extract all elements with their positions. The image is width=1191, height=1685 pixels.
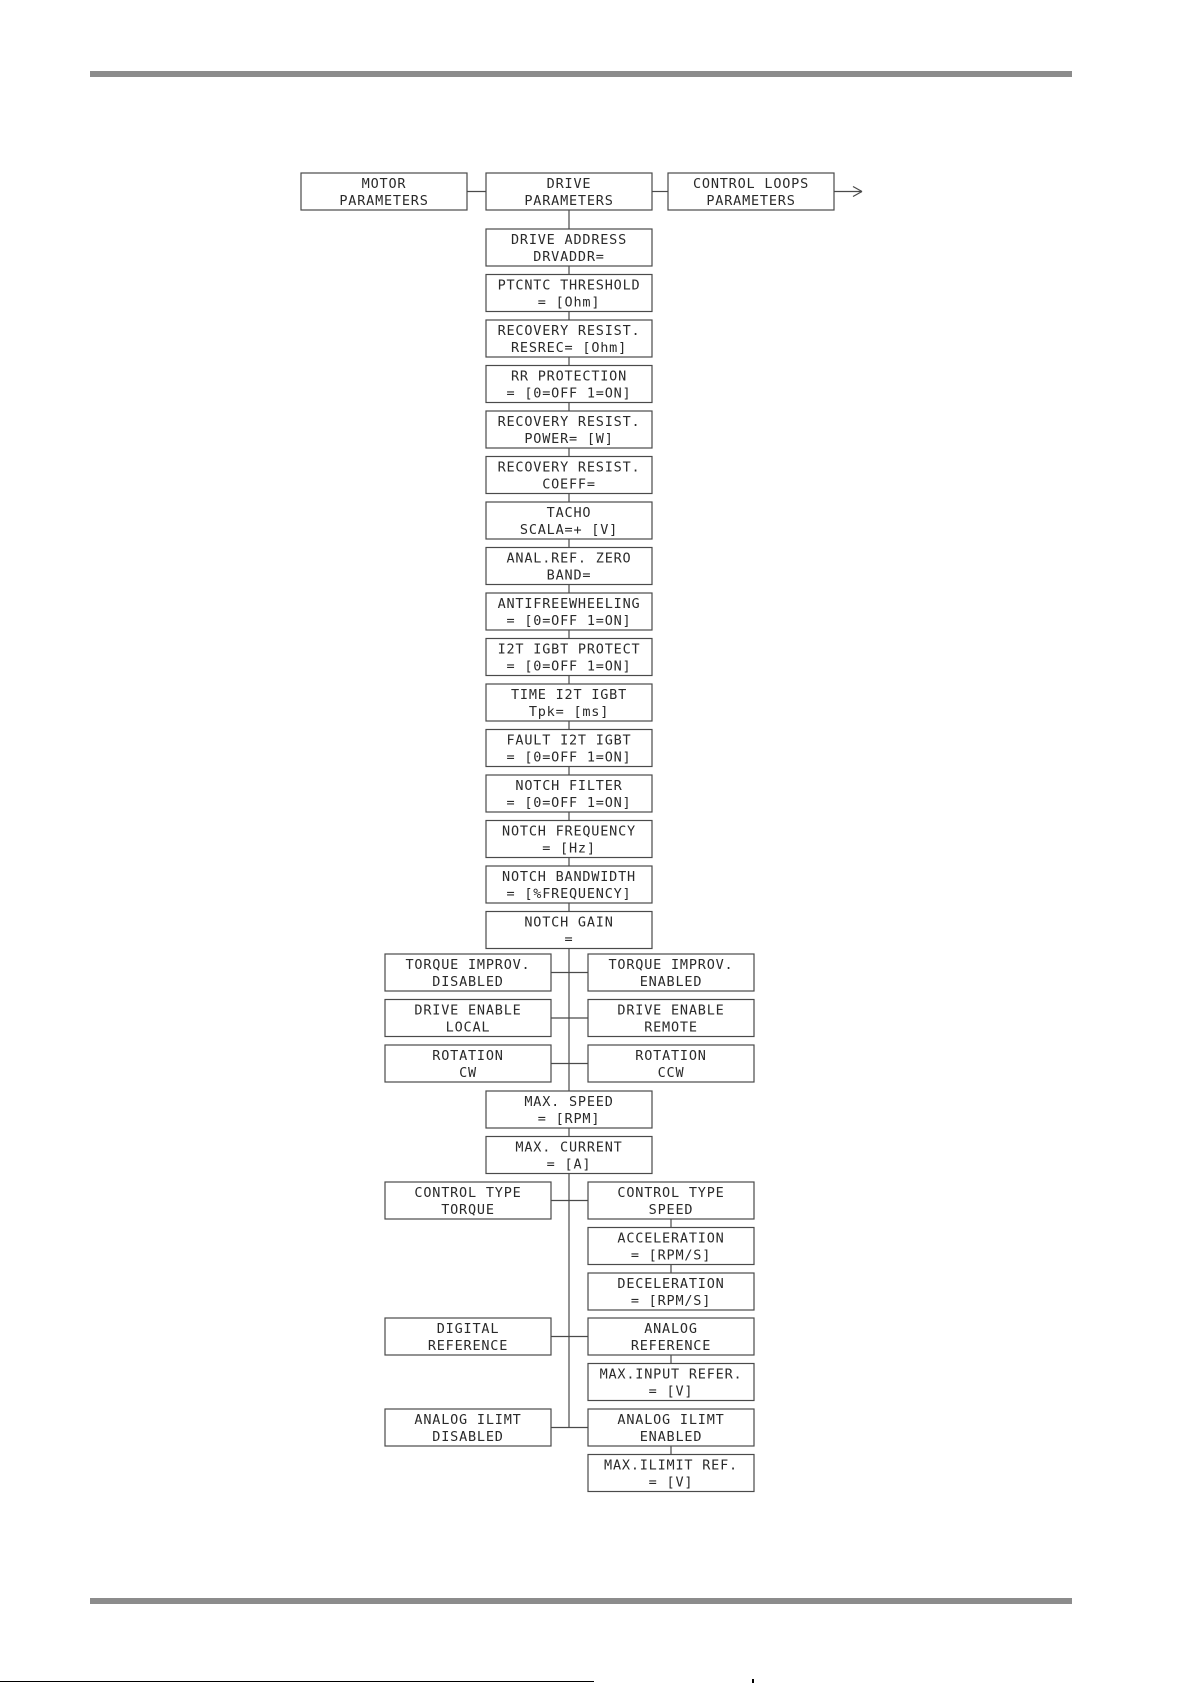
drive-enable-local-box bbox=[385, 1000, 551, 1037]
box-label-line-2: = [RPM/S] bbox=[630, 1293, 712, 1309]
max-current-box bbox=[486, 1137, 652, 1174]
box-label-line-1: RECOVERY RESIST. bbox=[497, 323, 641, 339]
box-label-line-1: TACHO bbox=[546, 505, 592, 521]
box-label-line-2: = [A] bbox=[546, 1156, 592, 1173]
deceleration-box bbox=[588, 1273, 754, 1310]
box-label-line-1: PTCNTC THRESHOLD bbox=[497, 277, 641, 294]
rotation-cw-box bbox=[385, 1045, 551, 1082]
notch-filter-box bbox=[486, 775, 652, 812]
box-label-line-2: REMOTE bbox=[644, 1019, 698, 1036]
box-label-line-2: = [Hz] bbox=[542, 840, 596, 857]
notch-frequency-box bbox=[486, 821, 652, 858]
box-label-line-1: MAX. SPEED bbox=[524, 1094, 614, 1110]
rotation-ccw-box bbox=[588, 1045, 754, 1082]
box-label-line-1: DRIVE ENABLE bbox=[617, 1002, 725, 1019]
analog-ilimt-enabled-box bbox=[588, 1409, 754, 1446]
box-label-line-1: MAX. CURRENT bbox=[515, 1139, 623, 1156]
box-label-line-2: = [%FREQUENCY] bbox=[506, 886, 632, 902]
box-label-line-1: DRIVE ADDRESS bbox=[510, 232, 628, 248]
box-label-line-1: FAULT I2T IGBT bbox=[506, 732, 632, 749]
box-label-line-1: ANAL.REF. ZERO bbox=[506, 550, 632, 567]
box-label-line-2: = [0=OFF 1=ON] bbox=[506, 385, 632, 402]
box-label-line-2: LOCAL bbox=[445, 1019, 491, 1036]
box-label-line-2: CCW bbox=[657, 1065, 685, 1081]
box-label-line-1: TORQUE IMPROV. bbox=[608, 957, 734, 973]
box-label-line-2: = [0=OFF 1=ON] bbox=[506, 749, 632, 766]
box-label-line-1: ANTIFREEWHEELING bbox=[497, 596, 641, 612]
motor-parameters-box bbox=[301, 173, 467, 210]
notch-bandwidth-box bbox=[486, 866, 652, 903]
box-label-line-2: BAND= bbox=[546, 567, 592, 584]
arrow-head bbox=[853, 187, 862, 192]
acceleration-box bbox=[588, 1228, 754, 1265]
box-label-line-1: RECOVERY RESIST. bbox=[497, 414, 641, 430]
box-label-line-1: DIGITAL bbox=[436, 1321, 500, 1337]
box-label-line-1: MAX.ILIMIT REF. bbox=[604, 1457, 738, 1474]
box-label-line-2: RESREC= [Ohm] bbox=[510, 340, 628, 356]
box-label-line-1: CONTROL TYPE bbox=[617, 1185, 725, 1201]
time-i2t-igbt-box bbox=[486, 684, 652, 721]
digital-reference-box bbox=[385, 1318, 551, 1355]
max-input-refer-box bbox=[588, 1364, 754, 1401]
analog-reference-box bbox=[588, 1318, 754, 1355]
box-label-line-1: ANALOG ILIMT bbox=[617, 1412, 725, 1428]
box-label-line-2: DISABLED bbox=[432, 974, 504, 990]
fault-i2t-igbt-box bbox=[486, 730, 652, 767]
box-label-line-1: DRIVE ENABLE bbox=[414, 1002, 522, 1019]
box-label-line-1: MOTOR bbox=[361, 176, 407, 192]
control-loops-parameters-box bbox=[668, 173, 834, 210]
recovery-resist-box bbox=[486, 320, 652, 357]
box-label-line-2: Tpk= [ms] bbox=[528, 704, 610, 720]
box-label-line-1: I2T IGBT PROTECT bbox=[497, 641, 641, 658]
box-label-line-1: DRIVE bbox=[546, 176, 592, 192]
box-label-line-1: CONTROL LOOPS bbox=[692, 176, 810, 192]
torque-improv-disabled-box bbox=[385, 954, 551, 991]
box-label-line-2: SCALA=+ [V] bbox=[519, 522, 619, 538]
box-label-line-2: PARAMETERS bbox=[339, 193, 429, 209]
box-label-line-2: = [0=OFF 1=ON] bbox=[506, 613, 632, 629]
box-label-line-2: = [V] bbox=[648, 1383, 694, 1400]
box-label-line-1: NOTCH FREQUENCY bbox=[502, 823, 636, 840]
box-label-line-2: = [RPM] bbox=[537, 1111, 601, 1127]
box-label-line-1: ANALOG ILIMT bbox=[414, 1412, 522, 1428]
box-label-line-1: NOTCH FILTER bbox=[515, 778, 623, 794]
box-label-line-2: SPEED bbox=[648, 1202, 694, 1218]
box-label-line-2: = bbox=[564, 931, 574, 948]
box-label-line-2: DISABLED bbox=[432, 1429, 504, 1445]
box-label-line-1: TORQUE IMPROV. bbox=[405, 957, 531, 973]
box-label-line-1: NOTCH BANDWIDTH bbox=[502, 869, 636, 885]
box-label-line-1: DECELERATION bbox=[617, 1276, 725, 1292]
box-label-line-2: CW bbox=[459, 1065, 477, 1081]
recovery-resist-power-box bbox=[486, 411, 652, 448]
max-ilimit-ref-box bbox=[588, 1455, 754, 1492]
box-label-line-2: COEFF= bbox=[542, 476, 596, 493]
drive-enable-remote-box bbox=[588, 1000, 754, 1037]
box-label-line-1: MAX.INPUT REFER. bbox=[599, 1366, 743, 1383]
box-label-line-2: POWER= [W] bbox=[524, 431, 614, 447]
control-type-torque-box bbox=[385, 1182, 551, 1219]
box-label-line-1: NOTCH GAIN bbox=[524, 914, 614, 931]
box-label-line-1: CONTROL TYPE bbox=[414, 1185, 522, 1201]
box-label-line-2: TORQUE bbox=[441, 1202, 495, 1218]
box-label-line-2: REFERENCE bbox=[630, 1338, 712, 1354]
box-label-line-2: = [0=OFF 1=ON] bbox=[506, 795, 632, 811]
rr-protection-box bbox=[486, 366, 652, 403]
box-label-line-2: = [V] bbox=[648, 1474, 694, 1491]
box-label-line-1: TIME I2T IGBT bbox=[510, 687, 628, 703]
drive-parameters-box bbox=[486, 173, 652, 210]
box-label-line-1: ROTATION bbox=[635, 1048, 707, 1064]
recovery-resist-coeff-box bbox=[486, 457, 652, 494]
ptcntc-threshold-box bbox=[486, 275, 652, 312]
analog-ilimt-disabled-box bbox=[385, 1409, 551, 1446]
box-label-line-2: = [RPM/S] bbox=[630, 1247, 712, 1264]
tacho-box bbox=[486, 502, 652, 539]
control-type-speed-box bbox=[588, 1182, 754, 1219]
box-label-line-1: ANALOG bbox=[644, 1321, 698, 1337]
box-label-line-1: RECOVERY RESIST. bbox=[497, 459, 641, 476]
drive-address-box bbox=[486, 229, 652, 266]
box-label-line-1: RR PROTECTION bbox=[510, 368, 628, 385]
box-label-line-2: = [Ohm] bbox=[537, 294, 601, 311]
arrow-head bbox=[853, 192, 862, 197]
box-label-line-2: PARAMETERS bbox=[524, 193, 614, 209]
box-label-line-2: ENABLED bbox=[639, 974, 703, 990]
anal-ref-zero-box bbox=[486, 548, 652, 585]
max-speed-box bbox=[486, 1091, 652, 1128]
box-label-line-2: DRVADDR= bbox=[533, 249, 605, 265]
torque-improv-enabled-box bbox=[588, 954, 754, 991]
notch-gain-box bbox=[486, 912, 652, 949]
box-label-line-1: ROTATION bbox=[432, 1048, 504, 1064]
box-label-line-1: ACCELERATION bbox=[617, 1230, 725, 1247]
box-label-line-2: = [0=OFF 1=ON] bbox=[506, 658, 632, 675]
antifreewheeling-box bbox=[486, 593, 652, 630]
box-label-line-2: REFERENCE bbox=[427, 1338, 509, 1354]
box-label-line-2: ENABLED bbox=[639, 1429, 703, 1445]
i2t-igbt-protect-box bbox=[486, 639, 652, 676]
box-label-line-2: PARAMETERS bbox=[706, 193, 796, 209]
